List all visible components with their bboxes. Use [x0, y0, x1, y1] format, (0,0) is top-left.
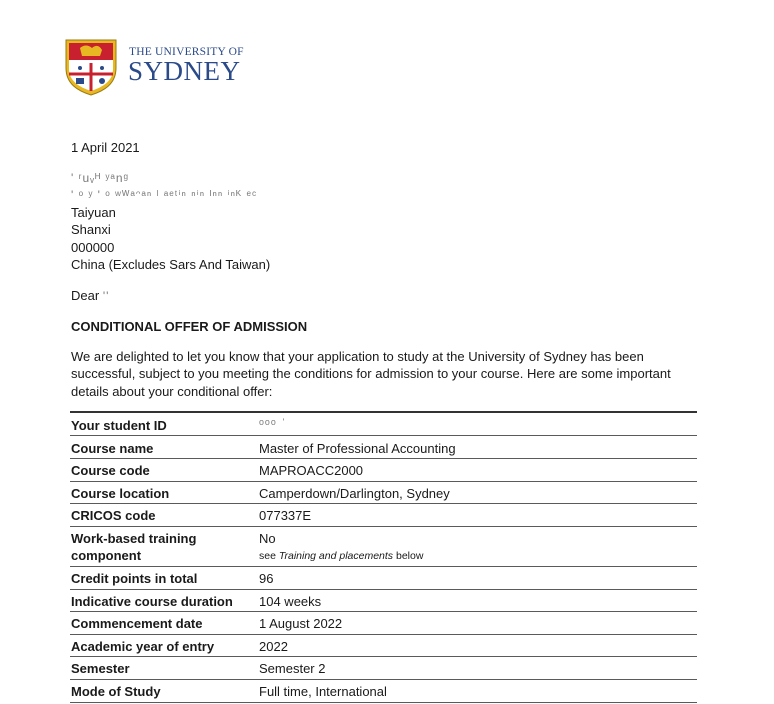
row-divider: [70, 435, 697, 436]
salutation-text: Dear: [71, 288, 100, 303]
row-label: Course name: [71, 441, 154, 456]
table-bottom-border: [70, 702, 697, 703]
university-name-small: THE UNIVERSITY OF: [129, 46, 244, 58]
note-prefix: see: [259, 550, 279, 562]
row-divider: [70, 503, 697, 504]
row-label: Course code: [71, 463, 150, 478]
row-label-continued: component: [71, 548, 142, 563]
intro-paragraph: We are delighted to let you know that your application to study at the University of Sydney has been successful, subject to you meeting the conditions for admission to your course. Here are some important details about your conditional offer:: [71, 349, 671, 399]
letter-heading: CONDITIONAL OFFER OF ADMISSION: [71, 319, 308, 334]
salutation: [71, 288, 109, 304]
student-id-value: ᵒᵒᵒ ˈ: [259, 416, 287, 431]
commencement-date-value: 1 August 2022: [259, 616, 343, 631]
recipient-country: China (Excludes Sars And Taiwan): [71, 257, 271, 272]
course-code-value: MAPROACC2000: [259, 463, 364, 478]
recipient-street: ' ᵒ ʸ ' ᵒ ʷᵂᵃᵔᵃⁿ ˡ ᵃᵉᵗⁱⁿ ⁿⁱⁿ ᴵⁿⁿ ⁱⁿᴷ ᵉᶜ: [71, 188, 258, 202]
university-name-large: SYDNEY: [128, 56, 241, 86]
row-label: Course location: [71, 486, 170, 501]
cricos-code-value: 077337E: [259, 508, 312, 523]
row-label: Credit points in total: [71, 571, 198, 586]
row-label: Semester: [71, 661, 130, 676]
row-divider: [70, 679, 697, 680]
recipient-postcode: 000000: [71, 240, 115, 255]
work-training-note: [259, 550, 423, 562]
row-label: Commencement date: [71, 616, 203, 631]
course-duration-value: 104 weeks: [259, 594, 322, 609]
university-logo: [64, 38, 244, 96]
study-mode-value: Full time, International: [259, 684, 387, 699]
note-link-text: Training and placements: [278, 550, 394, 562]
row-label: Mode of Study: [71, 684, 161, 699]
salutation-name: '': [102, 289, 110, 303]
row-label: Work-based training: [71, 531, 197, 546]
row-label: Academic year of entry: [71, 639, 215, 654]
course-name-value: Master of Professional Accounting: [259, 441, 456, 456]
row-divider: [70, 656, 697, 657]
note-suffix: below: [393, 550, 424, 562]
row-divider: [70, 458, 697, 459]
recipient-city: Taiyuan: [71, 205, 116, 220]
row-divider: [70, 566, 697, 567]
table-top-border: [70, 411, 697, 413]
university-crest-icon: [64, 38, 118, 96]
course-location-value: Camperdown/Darlington, Sydney: [259, 486, 450, 501]
row-label: CRICOS code: [71, 508, 156, 523]
row-label: Your student ID: [71, 418, 167, 433]
recipient-province: Shanxi: [71, 222, 111, 237]
row-divider: [70, 481, 697, 482]
work-training-value: No: [259, 531, 276, 546]
recipient-name: ' ʳuᵥᴴ ʸᵃnᵍ: [71, 171, 130, 185]
semester-value: Semester 2: [259, 661, 326, 676]
row-divider: [70, 589, 697, 590]
row-divider: [70, 526, 697, 527]
credit-points-value: 96: [259, 571, 274, 586]
academic-year-value: 2022: [259, 639, 288, 654]
row-divider: [70, 611, 697, 612]
letter-date: 1 April 2021: [71, 140, 140, 155]
row-divider: [70, 634, 697, 635]
row-label: Indicative course duration: [71, 594, 233, 609]
